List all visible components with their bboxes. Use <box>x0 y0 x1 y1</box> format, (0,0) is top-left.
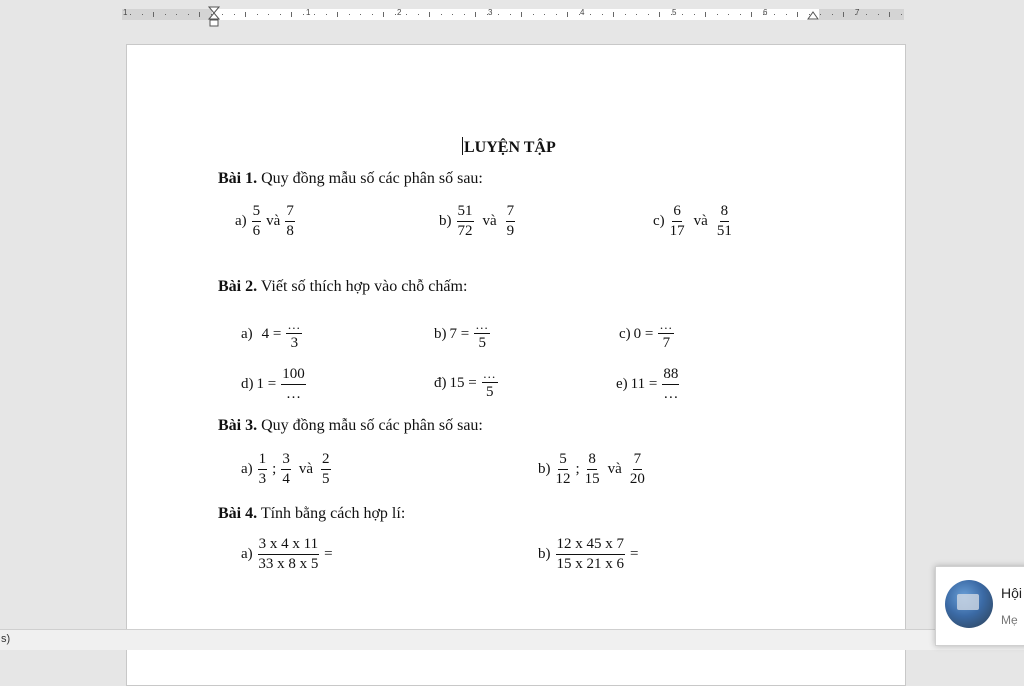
ruler-number: 7 <box>855 8 860 17</box>
ruler-tick <box>130 14 131 15</box>
ruler-number: 1 <box>123 8 128 17</box>
ruler-number: 2 <box>397 8 402 17</box>
ruler-tick <box>786 14 787 15</box>
exercise-3-item-a: a) $\frac{1}{3}$ ; $\frac{3}{4}$ và $\frac{2}{5}$ <box>241 451 330 487</box>
ruler-tick <box>671 14 672 15</box>
ruler-tick <box>337 12 338 17</box>
ruler-tick <box>395 14 396 15</box>
indent-marker-icon[interactable] <box>208 6 220 28</box>
exercise-3-heading: Bài 3. Quy đồng mẫu số các phân số sau: <box>218 417 483 434</box>
ruler-tick <box>533 14 534 15</box>
ruler-tick <box>314 14 315 15</box>
ruler-tick <box>418 14 419 15</box>
ruler-tick <box>556 14 557 15</box>
ruler-tick <box>383 12 384 17</box>
ruler-tick <box>268 14 269 15</box>
page-title: LUYỆN TẬP <box>464 139 556 156</box>
ruler-tick <box>590 14 591 15</box>
ruler-tick <box>372 14 373 15</box>
horizontal-ruler[interactable] <box>122 9 904 20</box>
ruler-tick <box>188 14 189 15</box>
ruler-tick <box>694 14 695 15</box>
ruler-tick <box>360 14 361 15</box>
ruler-tick <box>142 14 143 15</box>
ruler-tick <box>211 14 212 15</box>
ruler-tick <box>176 14 177 15</box>
ruler-number: 3 <box>488 8 493 17</box>
ruler-tick <box>349 14 350 15</box>
ruler-tick <box>613 12 614 17</box>
exercise-2-item-a: a) 4 = $\frac{\dots}{3}$ <box>241 317 302 351</box>
exercise-4-heading: Bài 4. Tính bằng cách hợp lí: <box>218 505 406 522</box>
ruler-tick <box>326 14 327 15</box>
exercise-2-item-b: b) 7 = $\frac{\dots}{5}$ <box>434 317 490 351</box>
exercise-2-item-e: e) 11 = $\frac{88}{\dots}$ <box>616 366 679 402</box>
ruler-tick <box>855 14 856 15</box>
ruler-tick <box>866 14 867 15</box>
ruler-tick <box>751 12 752 17</box>
ruler-tick <box>303 14 304 15</box>
exercise-1-heading: Bài 1. Quy đồng mẫu số các phân số sau: <box>218 170 483 187</box>
notification-title: Hội <box>1001 585 1023 601</box>
ruler-tick <box>153 12 154 17</box>
exercise-2-item-dd: đ) 15 = $\frac{\dots}{5}$ <box>434 366 497 400</box>
right-indent-marker-icon[interactable] <box>807 10 819 20</box>
ruler-tick <box>740 14 741 15</box>
ruler-tick <box>682 14 683 15</box>
ruler-tick <box>889 12 890 17</box>
avatar <box>945 580 993 628</box>
ruler-tick <box>648 14 649 15</box>
exercise-4-item-a: a) $\frac{3 x 4 x 11}{33 x 8 x 5}$ = <box>241 536 333 572</box>
ruler-tick <box>245 12 246 17</box>
ruler-tick <box>257 14 258 15</box>
ruler-tick <box>728 14 729 15</box>
exercise-2-heading: Bài 2. Viết số thích hợp vào chỗ chấm: <box>218 278 468 295</box>
ruler-number: 5 <box>672 8 677 17</box>
ruler-tick <box>774 14 775 15</box>
ruler-tick <box>475 12 476 17</box>
ruler-number: 4 <box>580 8 585 17</box>
ruler-tick <box>705 12 706 17</box>
ruler-tick <box>521 12 522 17</box>
ruler-tick <box>452 14 453 15</box>
ruler-tick <box>659 12 660 17</box>
ruler-tick <box>820 14 821 15</box>
exercise-1-item-b: b) $\frac{51}{72}$ và $\frac{7}{9}$ <box>439 203 515 239</box>
ruler-tick <box>199 12 200 17</box>
exercise-3-item-b: b) $\frac{5}{12}$ ; $\frac{8}{15}$ và $\frac{7}{20}$ <box>538 451 645 487</box>
exercise-1-item-a: a) $\frac{5}{6}$ và $\frac{7}{8}$ <box>235 203 294 239</box>
exercise-4-item-b: b) $\frac{12 x 45 x 7}{15 x 21 x 6}$ = <box>538 536 639 572</box>
ruler-tick <box>636 14 637 15</box>
ruler-tick <box>567 12 568 17</box>
ruler-tick <box>291 12 292 17</box>
ruler-tick <box>165 14 166 15</box>
ruler-tick <box>579 14 580 15</box>
ruler-tick <box>429 12 430 17</box>
ruler-tick <box>280 14 281 15</box>
ruler-tick <box>510 14 511 15</box>
text-cursor <box>462 137 463 155</box>
ruler-tick <box>464 14 465 15</box>
document-page[interactable] <box>126 44 906 686</box>
ruler-number: 6 <box>763 8 768 17</box>
exercise-2-item-c: c) 0 = $\frac{\dots}{7}$ <box>619 317 674 351</box>
status-bar-text: s) <box>1 633 11 645</box>
status-bar <box>0 629 1024 650</box>
notification-toast[interactable] <box>935 566 1024 646</box>
ruler-tick <box>797 12 798 17</box>
ruler-tick <box>763 14 764 15</box>
ruler-tick <box>878 14 879 15</box>
notification-subtitle: Mẹ <box>1001 613 1018 627</box>
ruler-tick <box>441 14 442 15</box>
ruler-tick <box>625 14 626 15</box>
exercise-1-item-c: c) $\frac{6}{17}$ và $\frac{8}{51}$ <box>653 203 732 239</box>
ruler-tick <box>222 14 223 15</box>
ruler-tick <box>717 14 718 15</box>
ruler-tick <box>809 14 810 15</box>
ruler-tick <box>843 12 844 17</box>
ruler-tick <box>544 14 545 15</box>
ruler-tick <box>602 14 603 15</box>
ruler-tick <box>901 14 902 15</box>
ruler-tick <box>487 14 488 15</box>
exercise-2-item-d: d) 1 = $\frac{100}{\dots}$ <box>241 366 305 402</box>
ruler-tick <box>832 14 833 15</box>
ruler-tick <box>406 14 407 15</box>
ruler-tick <box>498 14 499 15</box>
ruler-number: 1 <box>306 8 311 17</box>
ruler-tick <box>234 14 235 15</box>
